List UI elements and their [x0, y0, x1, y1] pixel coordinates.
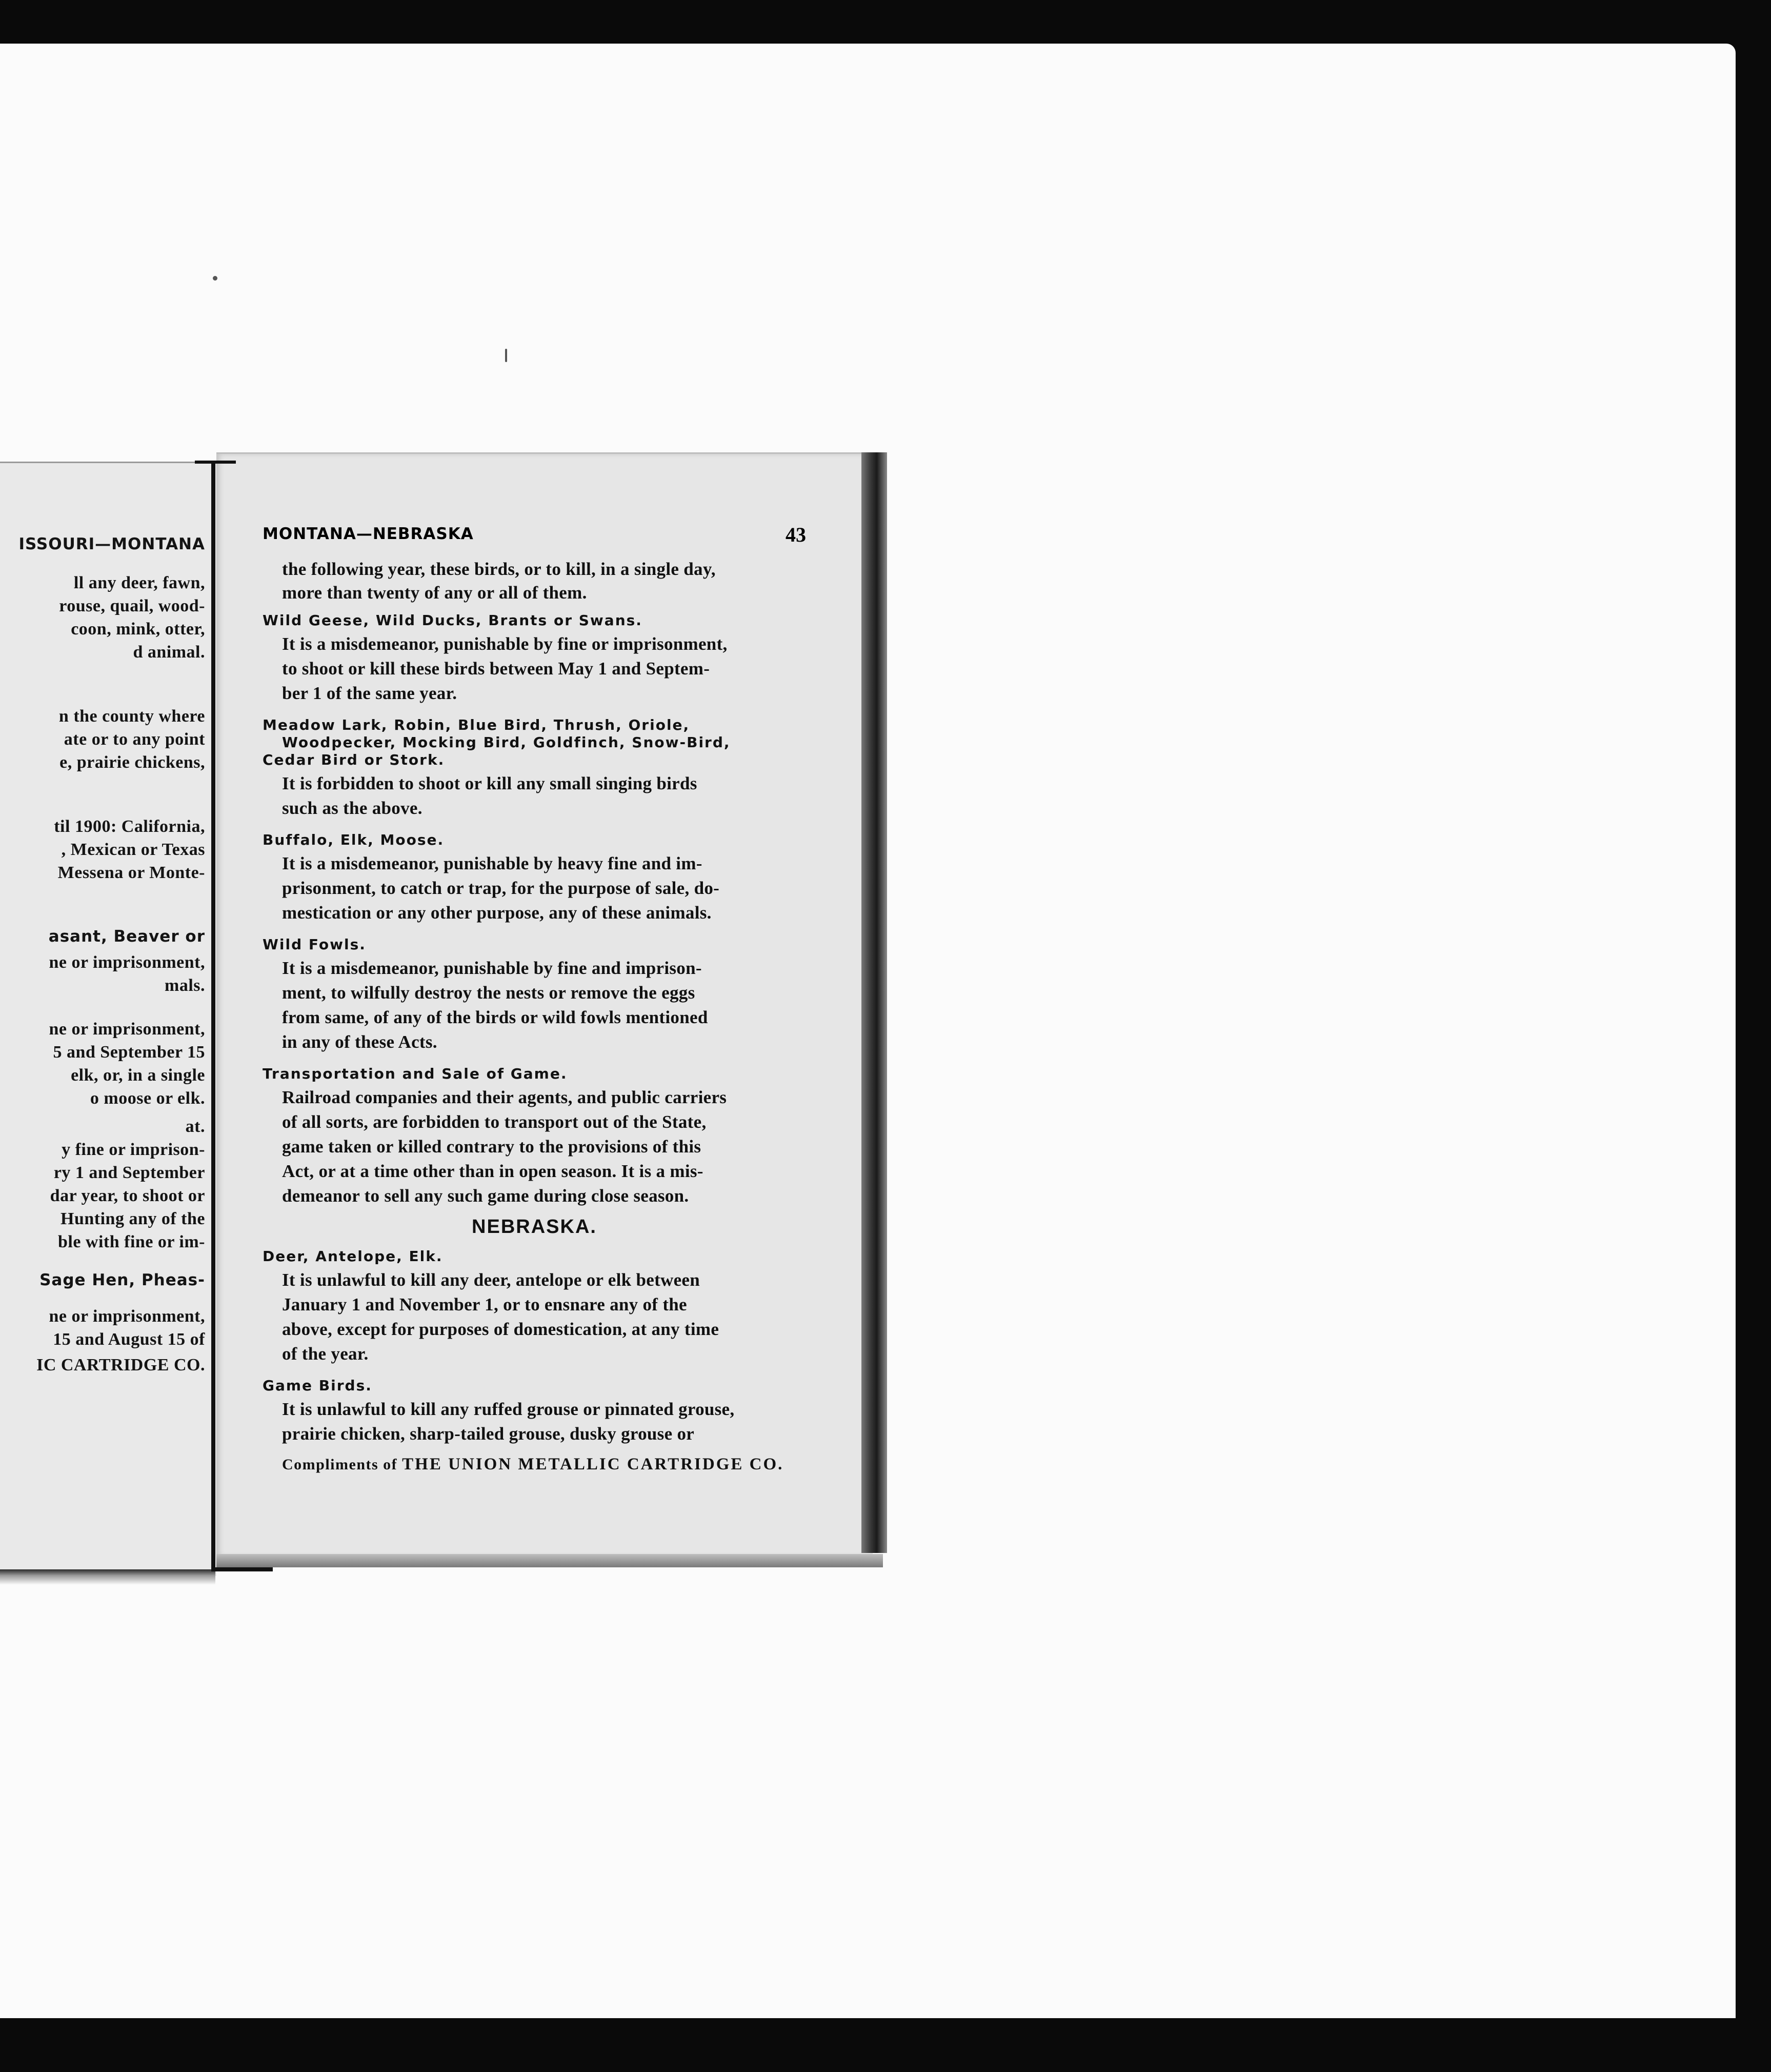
paragraph-line: ber 1 of the same year. — [282, 683, 457, 703]
left-page-line: rouse, quail, wood- — [59, 596, 205, 615]
left-page-line: 5 and September 15 — [53, 1043, 205, 1062]
section-heading: Wild Geese, Wild Ducks, Brants or Swans. — [263, 612, 642, 629]
spine-top-edge — [195, 461, 236, 464]
paragraph-line: of all sorts, are forbidden to transport out of the State, — [282, 1112, 707, 1132]
section-heading: Woodpecker, Mocking Bird, Goldfinch, Snow-Bird, — [282, 734, 731, 751]
left-page-bottom-edge — [0, 1569, 215, 1585]
paragraph-line: mestication or any other purpose, any of these animals. — [282, 903, 712, 923]
left-page-heading: ISSOURI—MONTANA — [18, 535, 205, 553]
left-page-line: ne or imprisonment, — [49, 953, 205, 972]
section-heading: Meadow Lark, Robin, Blue Bird, Thrush, Oriole, — [263, 716, 690, 733]
running-head-title: MONTANA—NEBRASKA — [263, 525, 474, 543]
state-heading: NEBRASKA. — [472, 1216, 597, 1238]
book-bottom-edge — [216, 1554, 883, 1567]
paragraph-line: It is unlawful to kill any ruffed grouse or pinnated grouse, — [282, 1399, 735, 1419]
section-heading: Wild Fowls. — [263, 936, 366, 953]
section-heading: Game Birds. — [263, 1377, 372, 1394]
paragraph-line: to shoot or kill these birds between May 1 and Septem- — [282, 659, 710, 679]
left-page-line: IC CARTRIDGE CO. — [36, 1356, 205, 1374]
paragraph-line: It is forbidden to shoot or kill any small singing birds — [282, 773, 697, 793]
left-page-line: coon, mink, otter, — [71, 620, 205, 639]
footer-prefix: Compliments of — [282, 1456, 402, 1473]
paragraph-line: It is a misdemeanor, punishable by fine and imprison- — [282, 958, 702, 978]
book-page-edges — [861, 452, 887, 1553]
paragraph-line: prisonment, to catch or trap, for the purpose of sale, do- — [282, 878, 720, 898]
left-page-heading: Sage Hen, Pheas- — [39, 1271, 205, 1289]
paragraph-line: It is a misdemeanor, punishable by heavy fine and im- — [282, 853, 702, 873]
left-page-line: ne or imprisonment, — [49, 1020, 205, 1039]
paragraph-line: such as the above. — [282, 798, 422, 818]
section-heading: Buffalo, Elk, Moose. — [263, 831, 445, 848]
paragraph-line: above, except for purposes of domestication, at any time — [282, 1319, 719, 1339]
paragraph-line: the following year, these birds, or to kill, in a single day, — [282, 559, 716, 579]
left-page-line: mals. — [165, 976, 205, 995]
left-page-line: ry 1 and September — [53, 1163, 205, 1182]
right-page — [216, 452, 873, 1557]
left-page-line: , Mexican or Texas — [61, 840, 205, 859]
paragraph-line: Railroad companies and their agents, and public carriers — [282, 1087, 727, 1107]
paragraph-line: It is a misdemeanor, punishable by fine or imprisonment, — [282, 634, 728, 654]
left-page-line: Messena or Monte- — [57, 863, 205, 882]
footer-compliments — [263, 1455, 783, 1474]
paragraph-line: in any of these Acts. — [282, 1032, 437, 1052]
left-page-line: ll any deer, fawn, — [73, 573, 205, 592]
left-page-line: ble with fine or im- — [57, 1232, 205, 1251]
running-head — [263, 525, 806, 550]
paragraph-line: It is unlawful to kill any deer, antelope or elk between — [282, 1270, 700, 1290]
paragraph-line: game taken or killed contrary to the provisions of this — [282, 1137, 701, 1157]
paragraph-line: of the year. — [282, 1344, 369, 1364]
left-page-line: d animal. — [133, 643, 205, 662]
dust-mark — [505, 349, 507, 362]
left-page-line: e, prairie chickens, — [59, 753, 205, 772]
left-page-line: elk, or, in a single — [71, 1066, 205, 1085]
left-page-line: dar year, to shoot or — [50, 1186, 205, 1205]
left-page-line: ate or to any point — [64, 730, 205, 749]
left-page-line: til 1900: California, — [54, 817, 205, 836]
paragraph-line: from same, of any of the birds or wild fowls mentioned — [282, 1007, 708, 1027]
paragraph-line: prairie chicken, sharp-tailed grouse, dusky grouse or — [282, 1424, 695, 1444]
paragraph-line: more than twenty of any or all of them. — [282, 583, 587, 603]
left-page-line: y fine or imprison- — [62, 1140, 205, 1159]
paragraph-line: demeanor to sell any such game during close season. — [282, 1186, 689, 1206]
paragraph-line: January 1 and November 1, or to ensnare any of the — [282, 1294, 687, 1314]
left-page-line: Hunting any of the — [61, 1209, 205, 1228]
section-heading: Transportation and Sale of Game. — [263, 1065, 568, 1082]
left-page-line: ne or imprisonment, — [49, 1307, 205, 1326]
left-page-line: o moose or elk. — [90, 1089, 205, 1108]
paragraph-line: Act, or at a time other than in open season. It is a mis- — [282, 1161, 703, 1181]
left-page-line: at. — [185, 1117, 205, 1136]
footer-company: THE UNION METALLIC CARTRIDGE CO. — [402, 1455, 784, 1473]
book-spine — [211, 461, 215, 1570]
page-number: 43 — [786, 523, 806, 546]
left-page-line: 15 and August 15 of — [53, 1330, 205, 1349]
section-heading: Cedar Bird or Stork. — [263, 751, 445, 768]
dust-speck — [213, 276, 217, 281]
paragraph-line: ment, to wilfully destroy the nests or remove the eggs — [282, 983, 695, 1003]
spine-bottom-edge — [211, 1567, 273, 1571]
left-page-line: n the county where — [58, 707, 205, 726]
left-page — [0, 462, 216, 1576]
section-heading: Deer, Antelope, Elk. — [263, 1248, 443, 1265]
left-page-heading: asant, Beaver or — [48, 927, 205, 946]
